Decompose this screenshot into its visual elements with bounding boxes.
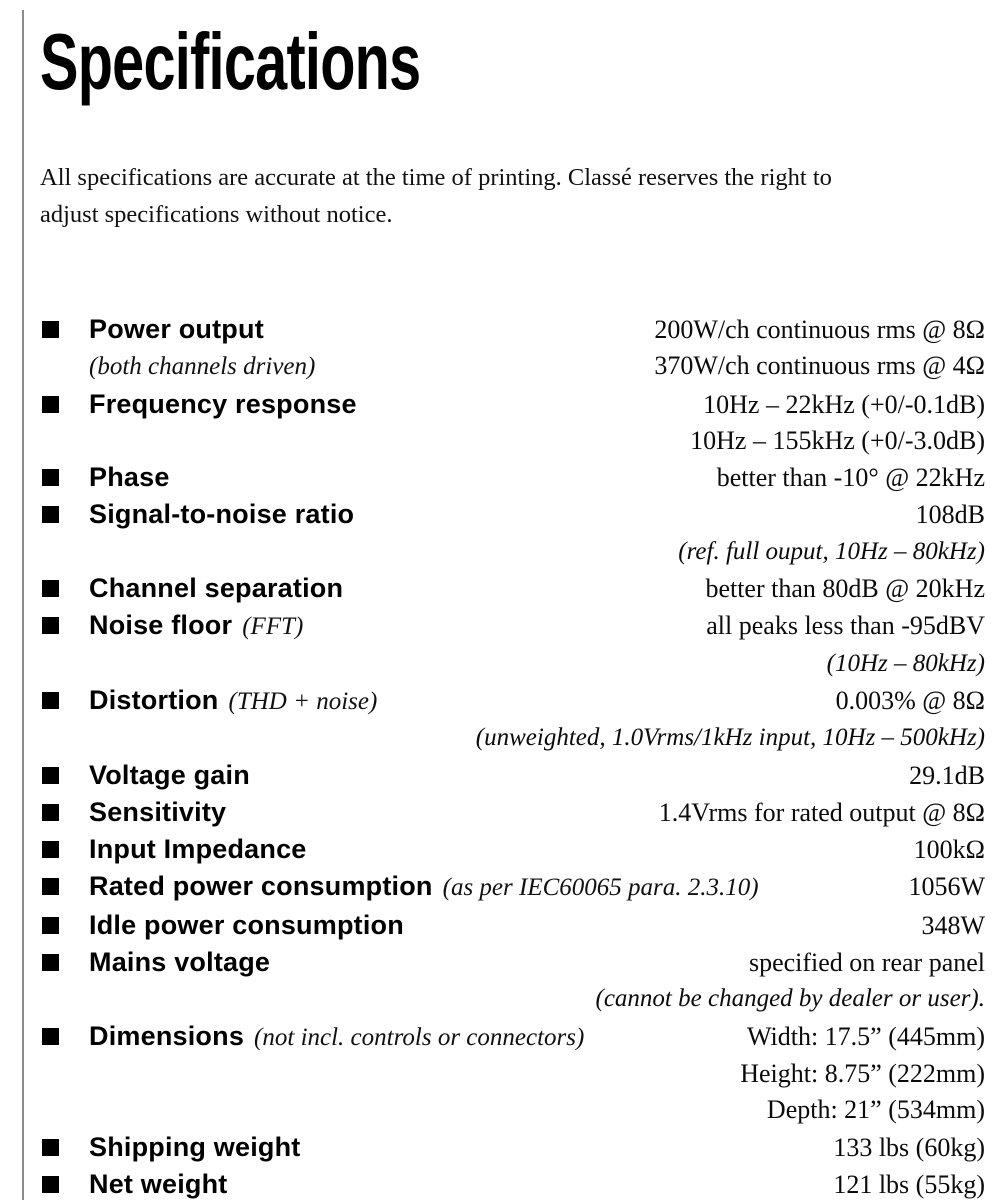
bullet-square-icon: [42, 396, 59, 413]
bullet-marker-icon: [42, 321, 59, 338]
bullet-marker-icon: [42, 580, 59, 597]
bullet-marker-icon: [42, 767, 59, 784]
spec-row-left: [40, 868, 759, 906]
spec-row-left: [40, 757, 250, 793]
spec-row-left: [40, 496, 354, 532]
page-title: Specifications: [40, 17, 421, 106]
bullet-square-icon: [42, 917, 59, 934]
spec-label: Rated power consumption: [89, 871, 433, 902]
spec-row: [40, 831, 985, 868]
spec-row: [40, 1166, 985, 1203]
spec-label: Voltage gain: [89, 759, 250, 790]
spec-label: Mains voltage: [89, 947, 271, 978]
spec-value: 0.003% @ 8Ω: [835, 685, 985, 715]
spec-value: Depth: 21” (534mm): [766, 1095, 985, 1125]
spec-row-left: [40, 386, 357, 422]
spec-value: better than -10° @ 22kHz: [716, 463, 985, 493]
intro-paragraph: [40, 160, 985, 233]
spec-row: [40, 794, 985, 831]
bullet-square-icon: [42, 841, 59, 858]
spec-label: Dimensions: [89, 1020, 245, 1051]
intro-line-1: All specifications are accurate at the time of printing. Classé reserves the right to: [40, 164, 832, 191]
bullet-square-icon: [42, 617, 59, 634]
spec-row-left: [40, 1129, 300, 1165]
spec-row-left: [40, 794, 226, 830]
spec-label: Distortion: [89, 684, 219, 715]
bullet-square-icon: [42, 321, 59, 338]
bullet-marker-icon: [42, 1139, 59, 1156]
spec-label: Net weight: [89, 1168, 228, 1199]
bullet-square-icon: [42, 506, 59, 523]
spec-label-note: (not incl. controls or connectors): [254, 1023, 585, 1051]
spec-value: (10Hz – 80kHz): [826, 649, 985, 677]
spec-label: Shipping weight: [89, 1131, 301, 1162]
bullet-marker-icon: [42, 954, 59, 971]
intro-line-2: adjust specifications without notice.: [40, 200, 393, 228]
spec-value: (unweighted, 1.0Vrms/1kHz input, 10Hz – 500kHz): [475, 724, 985, 752]
spec-value: 1056W: [908, 872, 985, 902]
bullet-marker-icon: [42, 469, 59, 486]
spec-row: [40, 1092, 985, 1128]
spec-value: 121 lbs (55kg): [833, 1169, 985, 1199]
bullet-square-icon: [42, 1176, 59, 1193]
spec-label: Sensitivity: [89, 796, 227, 827]
spec-label-note: (as per IEC60065 para. 2.3.10): [442, 874, 759, 902]
bullet-marker-icon: [42, 917, 59, 934]
spec-row: [40, 496, 985, 533]
spec-row-left: [40, 944, 270, 980]
bullet-square-icon: [42, 804, 59, 821]
spec-value: 348W: [921, 910, 985, 940]
spec-row: [40, 646, 985, 682]
spec-row: [40, 607, 985, 645]
spec-value: 29.1dB: [909, 760, 985, 790]
spec-label-note: (THD + noise): [228, 687, 378, 715]
spec-value: 133 lbs (60kg): [833, 1132, 985, 1162]
bullet-marker-icon: [42, 804, 59, 821]
spec-row: [40, 386, 985, 423]
spec-row: [40, 757, 985, 794]
spec-value: all peaks less than -95dBV: [706, 611, 985, 641]
spec-row: [40, 1056, 985, 1092]
bullet-marker-icon: [42, 1176, 59, 1193]
spec-label: Channel separation: [89, 573, 344, 604]
spec-row: [40, 868, 985, 906]
spec-label: Frequency response: [89, 388, 357, 419]
spec-label: Phase: [89, 462, 170, 493]
spec-label: Noise floor: [89, 610, 233, 641]
bullet-square-icon: [42, 469, 59, 486]
bullet-square-icon: [42, 1028, 59, 1045]
spec-label-note: (FFT): [242, 613, 304, 641]
bullet-square-icon: [42, 580, 59, 597]
spec-value: (cannot be changed by dealer or user).: [595, 985, 985, 1013]
bullet-square-icon: [42, 954, 59, 971]
bullet-marker-icon: [42, 396, 59, 413]
spec-row-left: [40, 907, 404, 943]
spec-value: 200W/ch continuous rms @ 8Ω: [654, 315, 985, 344]
bullet-marker-icon: [42, 878, 59, 895]
spec-row-left: [40, 349, 315, 385]
spec-value: better than 80dB @ 20kHz: [705, 574, 985, 604]
bullet-square-icon: [42, 1139, 59, 1156]
spec-row: [40, 348, 985, 385]
bullet-marker-icon: [42, 841, 59, 858]
bullet-square-icon: [42, 692, 59, 709]
spec-row: [40, 1018, 985, 1056]
bullet-square-icon: [42, 878, 59, 895]
spec-value: 100kΩ: [913, 835, 985, 865]
spec-value: Height: 8.75” (222mm): [740, 1058, 985, 1088]
page-content: [40, 0, 985, 1203]
spec-row: [40, 534, 985, 570]
bullet-square-icon: [42, 767, 59, 784]
spec-value: specified on rear panel: [748, 948, 985, 978]
spec-label: Input Impedance: [89, 834, 307, 865]
spec-value: Width: 17.5” (445mm): [747, 1021, 985, 1051]
spec-label-italic: (both channels driven): [89, 353, 316, 381]
spec-label: Signal-to-noise ratio: [89, 499, 355, 530]
spec-label: Power output: [89, 314, 264, 344]
left-margin-rule: [22, 10, 24, 1200]
spec-row-left: [40, 682, 377, 720]
spec-value: (ref. full ouput, 10Hz – 80kHz): [678, 537, 985, 565]
spec-label: Idle power consumption: [89, 909, 404, 940]
spec-row-left: [40, 1018, 584, 1056]
spec-row: [40, 423, 985, 459]
spec-row-left: [40, 459, 170, 495]
bullet-marker-icon: [42, 617, 59, 634]
spec-list: [40, 311, 985, 1203]
spec-value: 370W/ch continuous rms @ 4Ω: [654, 351, 985, 381]
spec-row-left: [40, 607, 303, 645]
spec-row: [40, 720, 985, 756]
spec-row-left: [40, 1166, 228, 1202]
spec-row-left: [40, 831, 307, 867]
spec-row: [40, 459, 985, 496]
spec-row: [40, 1129, 985, 1166]
spec-row: [40, 944, 985, 981]
bullet-marker-icon: [42, 506, 59, 523]
bullet-marker-icon: [42, 1028, 59, 1045]
bullet-marker-icon: [42, 692, 59, 709]
spec-row: [40, 682, 985, 720]
spec-row: [40, 311, 985, 348]
spec-row: [40, 570, 985, 607]
spec-value: 108dB: [915, 500, 985, 530]
spec-row-left: [40, 570, 343, 606]
spec-row-left: [40, 311, 264, 347]
spec-row: [40, 907, 985, 944]
spec-value: 10Hz – 22kHz (+0/-0.1dB): [703, 389, 985, 419]
spec-value: 1.4Vrms for rated output @ 8Ω: [658, 797, 985, 827]
spec-row: [40, 981, 985, 1017]
spec-value: 10Hz – 155kHz (+0/-3.0dB): [690, 425, 985, 455]
